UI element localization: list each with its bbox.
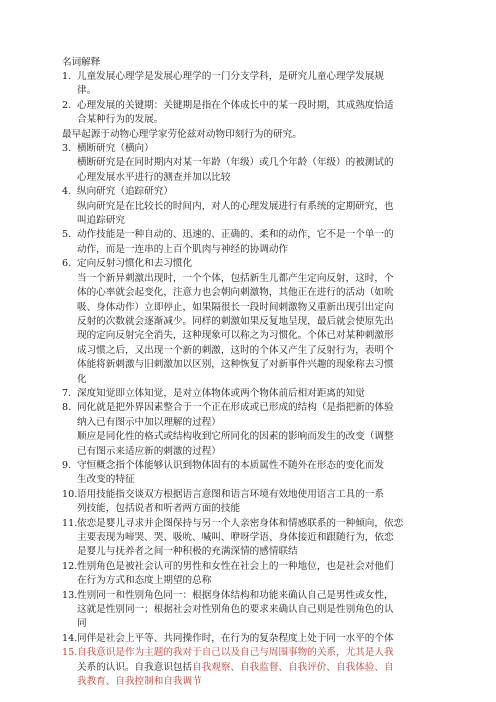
item-line: 性别同一和性别角色同一：根据身体结构和功能来确认自己是男性或女性， (77, 589, 394, 601)
item-number: 5. (62, 229, 72, 241)
item-line: 定向反射习惯化和去习惯化 (77, 258, 193, 270)
list-item (62, 228, 434, 257)
item-number: 12. (62, 560, 78, 572)
item-line: 体能将新刺激与旧刺激加以区别，这种恢复了对新事件兴趣的现象称去习惯 (77, 359, 394, 371)
item-line: 律。 (77, 85, 97, 97)
item-line: 纳入已有图示中加以理解的过程） (77, 416, 221, 428)
item-line: 在行为方式和态度上期望的总称 (77, 575, 212, 587)
item-line: 依恋是婴儿寻求并企图保持与另一个人亲密身体和情感联系的一种倾向，依恋 (77, 517, 404, 529)
item-line: 当一个新异刺激出现时，一个个体，包括新生儿都产生定向反射，这时，个 (77, 272, 394, 284)
item-line: 顺应是同化性的格式或结构收到它所同化的因素的影响而发生的改变（调整 (77, 431, 394, 443)
item-number: 13. (62, 589, 78, 601)
item-number: 14. (62, 632, 78, 644)
item-note: 最早起源于动物心理学家劳伦兹对动物印刻行为的研究。 (62, 128, 302, 140)
item-line: 横断研究（横向） (77, 143, 154, 155)
item-line: 横断研究是在同时期内对某一年龄（年级）或几个年龄（年级）的被测试的 (77, 157, 394, 169)
definition-list (62, 70, 434, 689)
item-line: 纵向研究是在比较长的时间内，对人的心理发展进行有系统的定期研究，也 (77, 200, 394, 212)
highlighted-text: 我教育、自我控制和自我调节 (77, 676, 202, 688)
item-line: 动作技能是一种自动的、迅速的、正确的、柔和的动作，它不是一个单一的 (77, 229, 394, 241)
item-line-text: 关系的认识。自我意识包括 (77, 661, 193, 673)
list-item (62, 646, 434, 689)
list-item (62, 70, 434, 99)
item-number: 10. (62, 488, 78, 500)
list-item (62, 142, 434, 185)
item-line: 自我意识是作为主题的我对于自己以及自己与周围事物的关系，尤其是人我 (77, 647, 394, 659)
list-item (62, 185, 434, 228)
item-line: 化 (77, 373, 87, 385)
item-line: 已有图示来适应新的刺激的过程） (77, 445, 221, 457)
item-line: 反射的次数就会逐渐减少。同样的刺激如果反复地呈现，最后就会使原先出 (77, 315, 394, 327)
list-item (62, 99, 434, 142)
item-line: 主要表现为啼哭、哭、吸吮、喊叫、咿呀学语、身体接近和跟随行为，依恋 (77, 532, 394, 543)
item-line: 体的心率就会起变化，注意力也会朝向刺激物，其他正在进行的活动（如吮 (77, 287, 394, 299)
item-number: 8. (62, 402, 72, 414)
item-line: 这就是性别同一；根据社会对性别角色的要求来确认自己则是性别角色的认 (77, 604, 394, 616)
item-number: 3. (62, 143, 72, 155)
list-item (62, 589, 434, 632)
list-item (62, 401, 434, 459)
item-line: 守恒概念指个体能够认识到物体固有的本质属性不随外在形态的变化而发 (77, 459, 384, 471)
item-line: 儿童发展心理学是发展心理学的一门分支学科，是研究儿童心理学发展规 (77, 71, 384, 82)
item-line: 是婴儿与抚养者之间一种积极的充满深情的感情联结 (77, 546, 298, 558)
item-line: 同化就是把外界因素整合于一个正在形成或已形成的结构（是指把新的体验 (77, 402, 394, 414)
item-number: 4. (62, 186, 72, 198)
item-line: 现的定向反射完全消失，这种现象可以称之为习惯化。个体已对某种刺激形 (77, 330, 394, 342)
list-item (62, 560, 434, 589)
list-item (62, 488, 434, 517)
highlighted-text: 自我观察、自我监督、自我评价、自我体验、自 (192, 661, 394, 673)
item-line: 同 (77, 618, 87, 630)
item-number: 15. (62, 647, 78, 659)
item-number: 6. (62, 258, 72, 270)
item-line: 语用技能指交谈双方根据语言意图和语言环境有效地使用语言工具的一系 (77, 488, 384, 500)
item-line: 成习惯之后，又出现一个新的刺激，这时的个体又产生了反射行为，表明个 (77, 344, 394, 356)
list-item (62, 459, 434, 488)
item-line: 深度知觉即立体知觉，是对立体物体或两个物体前后相对距离的知觉 (77, 387, 365, 399)
document-title: 名词解释 (62, 57, 101, 68)
item-line: 心理发展水平进行的测查并加以比较 (77, 171, 231, 183)
item-line: 同伴是社会上平等、共同操作时，在行为的复杂程度上处于同一水平的个体 (77, 632, 394, 644)
list-item (62, 387, 434, 401)
item-line: 列技能，包括说者和听者两方面的技能 (77, 503, 241, 515)
item-line: 性别角色是被社会认可的男性和女性在社会上的一种地位，也是社会对他们 (77, 560, 394, 572)
item-line: 动作，而是一连串的上百个肌肉与神经的协调动作 (77, 243, 289, 255)
item-line (77, 661, 434, 675)
item-number: 11. (62, 517, 78, 529)
list-item (62, 257, 434, 387)
item-number: 9. (62, 459, 72, 471)
item-number: 7. (62, 387, 72, 399)
item-line: 纵向研究（追踪研究） (77, 186, 173, 198)
list-item (62, 632, 434, 646)
item-number: 1. (62, 71, 72, 82)
item-line: 心理发展的关键期：关键期是指在个体成长中的某一段时期，其成熟度恰适 (77, 99, 394, 111)
item-line: 吸、身体动作）立即停止，如果隔很长一段时间刺激物又重新出现引出定向 (77, 301, 394, 313)
list-item (62, 517, 434, 560)
item-number: 2. (62, 99, 72, 111)
item-line: 合某种行为的发展。 (77, 114, 164, 126)
item-line: 叫追踪研究 (77, 215, 125, 227)
item-line: 生改变的特征 (77, 474, 135, 486)
